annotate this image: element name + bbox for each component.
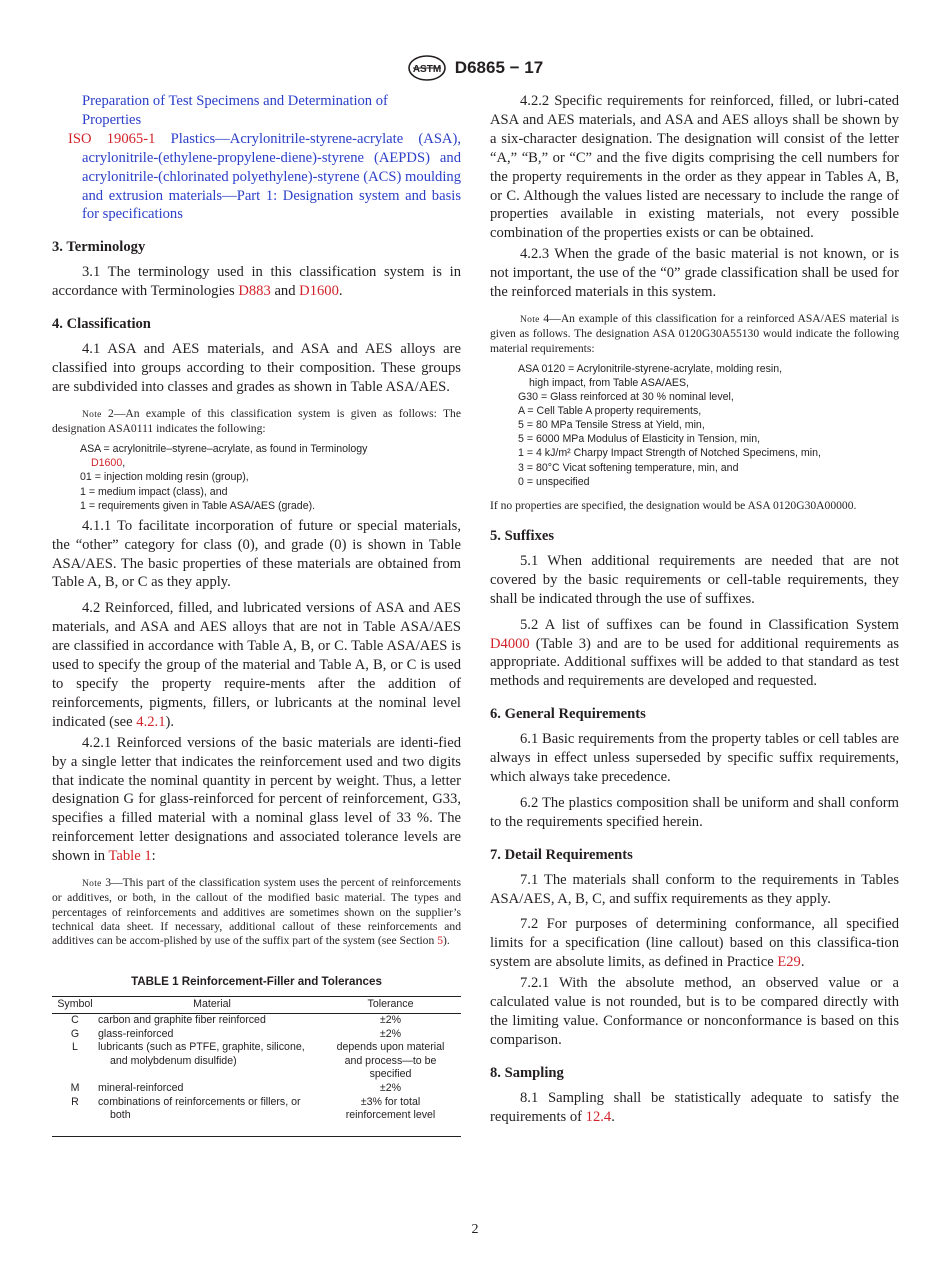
- paragraph-7-2: 7.2 For purposes of determining conformance, all specified limits for a specification (line callout) based on this classifica-tion system are absolute limits, as defined in Practice E29.: [490, 916, 899, 971]
- paragraph-4-1: 4.1 ASA and AES materials, and ASA and AES alloys are classified into groups according to their composition. These groups are subdivided into classes and grades as shown in Table ASA/AES.: [52, 340, 461, 395]
- table-header-row: [52, 997, 461, 1014]
- paragraph-6-1: 6.1 Basic requirements from the property tables or cell tables are always in effect unless superseded by specific suffix requirements, which always take precedence.: [490, 731, 899, 785]
- section-8-heading: 8. Sampling: [490, 1064, 564, 1081]
- link-table-1[interactable]: Table 1: [108, 848, 152, 865]
- column-header: Tolerance: [367, 998, 414, 1011]
- paragraph-5-2: 5.2 A list of suffixes can be found in Classification System D4000 (Table 3) and are to be used for additional requirements as appropriate. Additional suffixes will be added to that standard as test methods and requirements are developed and requested.: [490, 616, 899, 690]
- note-2-list: ASA = acrylonitrile–styrene–acrylate, as found in Terminology D1600, 01 = injection molding resin (group), 1 = medium impact (class), and 1 = requirements given in Table ASA/AES (grade).: [80, 443, 368, 512]
- link-12-4[interactable]: 12.4: [585, 1108, 612, 1125]
- table-1: [52, 996, 461, 1136]
- paragraph-8-1: 8.1 Sampling shall be statistically adequate to satisfy the requirements of 12.4.: [490, 1089, 899, 1125]
- section-3-heading: 3. Terminology: [52, 239, 146, 256]
- table-row: G glass-reinforced ±2%: [70, 1027, 402, 1040]
- iso-code-link[interactable]: ISO 19065-1: [68, 130, 156, 147]
- paragraph-4-1-1: 4.1.1 To facilitate incorporation of future or special materials, the “other” category for class (0), and grade (0) is shown in Table ASA/AES. The basic properties of these materials are obtained from Table A, B, or C as they apply.: [52, 517, 461, 591]
- section-4-heading: 4. Classification: [52, 316, 151, 333]
- document-id: D6865 − 17: [454, 58, 544, 77]
- paragraph-7-2-1: 7.2.1 With the absolute method, an observed value or a calculated value is not rounded, but is to be compared directly with the limiting value. Conformance or nonconformance is based on this comparison.: [490, 975, 899, 1048]
- link-d883[interactable]: D883: [238, 283, 271, 300]
- svg-text:ASTM: ASTM: [412, 64, 441, 75]
- table-row: C carbon and graphite fiber reinforced ±2%: [71, 1014, 402, 1027]
- table-row: M mineral-reinforced ±2%: [70, 1082, 402, 1095]
- paragraph-4-2-1: 4.2.1 Reinforced versions of the basic materials are identi-fied by a single letter that indicates the reinforcement used and two digits that indicate the nominal quantity in percent by weight. Thus, a letter designation G for glass-reinforced for percent of reinforcement, G33, specifies a filled material with a nominal glass level of 33 %. The reinforcement letter designations and associated tolerance levels are shown in Table 1:: [52, 734, 461, 865]
- link-4-2-1[interactable]: 4.2.1: [136, 713, 166, 730]
- reference-continuation[interactable]: Preparation of Test Specimens and Determination of Properties: [82, 93, 388, 128]
- note-4-after: If no properties are specified, the designation would be ASA 0120G30A00000.: [490, 498, 857, 512]
- link-section-5[interactable]: 5: [437, 934, 443, 948]
- table-1-title: TABLE 1 Reinforcement-Filler and Tolerances: [131, 974, 382, 988]
- page-number: 2: [471, 1222, 479, 1237]
- paragraph-4-2-2: 4.2.2 Specific requirements for reinforced, filled, or lubri-cated ASA and AES materials, and ASA and AES alloys shall be shown by a six-character designation. The designation will consist of the letter “A,” “B,” or “C” and the five digits comprising the cell numbers for the property requirements in the order as they appear in Tables A, B, or C. Although the values listed are necessary to include the range of properties available in existing materials, not every possible combination of the properties exists or can be obtained.: [490, 93, 899, 242]
- column-header: Symbol: [57, 998, 93, 1011]
- astm-logo-icon: [407, 54, 447, 82]
- section-7-heading: 7. Detail Requirements: [490, 846, 633, 863]
- section-5-heading: 5. Suffixes: [490, 528, 555, 544]
- note-2: Note 2—An example of this classification system is given as follows: The designation ASA0111 indicates the following:: [52, 406, 461, 435]
- link-d1600-note[interactable]: D1600: [91, 457, 123, 470]
- table-row: L lubricants (such as PTFE, graphite, silicone, and molybdenum disulfide) depends upon material and process—to be specified: [72, 1041, 445, 1081]
- note-4: Note 4—An example of this classification for a reinforced ASA/AES material is given as follows. The designation ASA 0120G30A55130 would indicate the following material requirements:: [490, 311, 899, 355]
- paragraph-6-2: 6.2 The plastics composition shall be uniform and shall conform to the requirements specified herein.: [490, 794, 899, 830]
- paragraph-4-2: 4.2 Reinforced, filled, and lubricated versions of ASA and AES materials, and ASA and AES alloys that are not in Table ASA/AES are classified in accordance with Table A, B, or C. Table ASA/AES is used to specify the group of the material and Table A, B, or C is used to specify the property require-ments after the addition of reinforcements, pigments, fillers, or lubricants at the nominal level indicated (see 4.2.1).: [52, 600, 461, 730]
- section-6-heading: 6. General Requirements: [490, 706, 646, 723]
- paragraph-3-1: 3.1 The terminology used in this classification system is in accordance with Terminologies D883 and D1600.: [52, 264, 461, 300]
- reference-iso[interactable]: ISO 19065-1 Plastics—Acrylonitrile-styrene-acrylate (ASA), acrylonitrile-(ethylene-propylene-diene)-styrene (AEPDS) and acrylonitrile-(chlorinated polyethylene)-styrene (ACS) moulding and extrusion materials—Part 1: Designation system and basis for specifications: [68, 130, 461, 223]
- link-d1600[interactable]: D1600: [299, 283, 339, 300]
- note-4-list: ASA 0120 = Acrylonitrile-styrene-acrylate, molding resin, high impact, from Table ASA/AES, G30 = Glass reinforced at 30 % nominal level, A = Cell Table A property requirements, 5 = 80 MPa Tensile Stress at Yield, min, 5 = 6000 MPa Modulus of Elasticity in Tension, min, 1 = 4 kJ/m² Charpy Impact Strength of Notched Specimens, min, 3 = 80°C Vicat softening temperature, min, and 0 = unspecified: [518, 362, 821, 488]
- link-d4000[interactable]: D4000: [490, 635, 530, 652]
- right-column: [490, 92, 899, 1133]
- link-e29[interactable]: E29: [777, 954, 801, 971]
- paragraph-5-1: 5.1 When additional requirements are needed that are not covered by the basic requirements or cell-table requirements, they shall be indicated through the use of suffixes.: [490, 552, 899, 607]
- page-header: [0, 54, 950, 82]
- column-header: Material: [193, 998, 231, 1011]
- table-row: R combinations of reinforcements or fillers, or both ±3% for total reinforcement level: [52, 1096, 461, 1137]
- paragraph-4-2-3: 4.2.3 When the grade of the basic material is not known, or is not important, the use of the “0” grade classification shall be used for the reinforced materials in this system.: [490, 246, 899, 301]
- paragraph-7-1: 7.1 The materials shall conform to the requirements in Tables ASA/AES, A, B, C, and suffix requirements as they apply.: [490, 871, 899, 907]
- note-3: Note 3—This part of the classification system uses the percent of reinforcements or additives, or both, in the callout of the modified basic material. The types and percentages of reinforcements and additives are sometimes shown on the supplier’s technical data sheet. If necessary, additional callout of these reinforcements and additives can be accom-plished by use of the suffix part of the system (see Section 5).: [52, 876, 461, 948]
- left-column: [52, 92, 461, 1137]
